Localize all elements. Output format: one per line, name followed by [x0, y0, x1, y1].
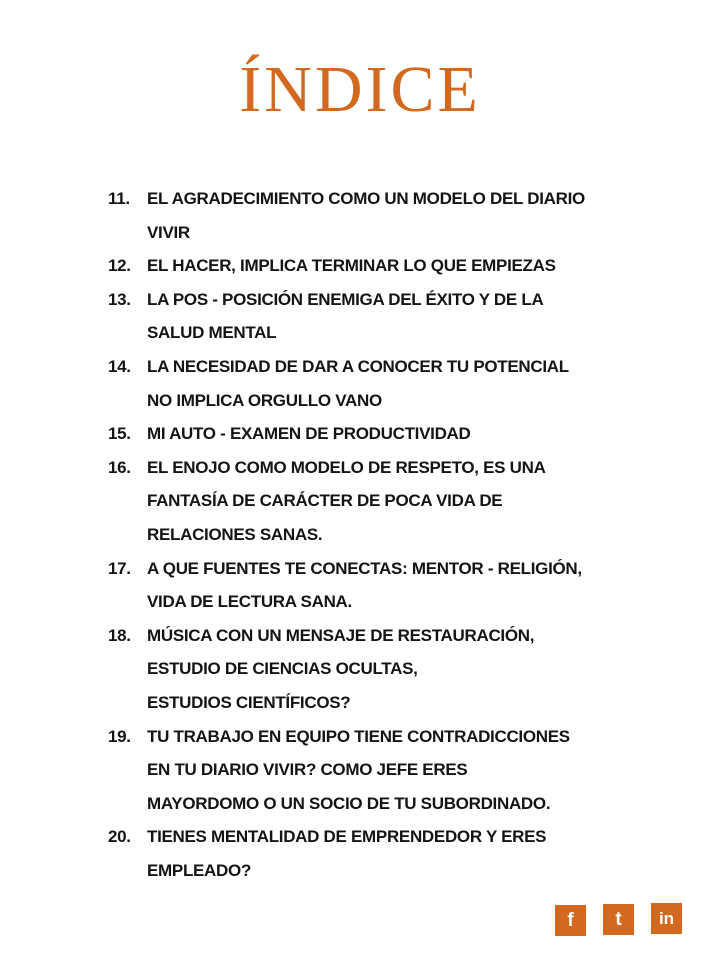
toc-number: 19. [108, 726, 131, 746]
toc-line: NO IMPLICA ORGULLO VANO [147, 390, 382, 410]
toc-line: VIVIR [147, 222, 190, 242]
toc-title [147, 619, 668, 720]
linkedin-icon[interactable]: in [651, 903, 682, 934]
toc-title [147, 350, 668, 417]
toc-number: 11. [108, 189, 130, 208]
toc-item-12 [108, 249, 668, 283]
facebook-icon[interactable]: f [555, 905, 586, 936]
toc-number: 16. [108, 457, 131, 477]
toc-line: RELACIONES SANAS. [147, 524, 323, 544]
toc-number: 14. [108, 356, 131, 376]
toc-title [147, 451, 668, 552]
toc-number: 12. [108, 256, 131, 276]
toc-line: EMPLEADO? [147, 860, 252, 880]
toc-line: MI AUTO - EXAMEN DE PRODUCTIVIDAD [147, 424, 471, 444]
page-title: ÍNDICE [239, 53, 481, 126]
toc-title [147, 552, 668, 619]
toc-item-15 [108, 417, 668, 451]
toc-item-11 [108, 182, 668, 249]
toc-line: ESTUDIO DE CIENCIAS OCULTAS, [147, 659, 418, 679]
toc-line: FANTASÍA DE CARÁCTER DE POCA VIDA DE [147, 491, 503, 511]
twitter-icon[interactable]: t [603, 904, 634, 935]
toc-line: SALUD MENTAL [147, 323, 277, 343]
toc-title [147, 417, 668, 451]
toc-line: MÚSICA CON UN MENSAJE DE RESTAURACIÓN, [147, 625, 535, 645]
toc-line: A QUE FUENTES TE CONECTAS: MENTOR - RELIGIÓN, [147, 558, 582, 578]
toc-item-17 [108, 552, 668, 619]
toc-item-14 [108, 350, 668, 417]
toc-line: EL HACER, IMPLICA TERMINAR LO QUE EMPIEZAS [147, 256, 556, 276]
toc-line: LA POS - POSICIÓN ENEMIGA DEL ÉXITO Y DE LA [147, 289, 544, 309]
toc-line: TIENES MENTALIDAD DE EMPRENDEDOR Y ERES [147, 827, 547, 847]
toc-item-19 [108, 720, 668, 821]
toc-number: 15. [108, 424, 131, 444]
toc-line: ESTUDIOS CIENTÍFICOS? [147, 692, 351, 712]
toc-title [147, 283, 668, 350]
toc-line: LA NECESIDAD DE DAR A CONOCER TU POTENCIAL [147, 356, 569, 376]
toc-item-20 [108, 820, 668, 887]
toc-line: VIDA DE LECTURA SANA. [147, 592, 352, 612]
toc-title [147, 182, 668, 249]
toc-line: EL ENOJO COMO MODELO DE RESPETO, ES UNA [147, 457, 546, 477]
toc-title [147, 249, 668, 283]
toc-number: 13. [108, 289, 131, 309]
toc-line: EN TU DIARIO VIVIR? COMO JEFE ERES [147, 760, 468, 780]
toc-item-13 [108, 283, 668, 350]
toc-item-16 [108, 451, 668, 552]
table-of-contents [108, 182, 668, 887]
toc-line: TU TRABAJO EN EQUIPO TIENE CONTRADICCIONES [147, 726, 570, 746]
toc-item-18 [108, 619, 668, 720]
toc-line: EL AGRADECIMIENTO COMO UN MODELO DEL DIARIO [147, 189, 585, 208]
toc-line: MAYORDOMO O UN SOCIO DE TU SUBORDINADO. [147, 793, 551, 813]
toc-title [147, 820, 668, 887]
toc-number: 20. [108, 827, 131, 847]
toc-title [147, 720, 668, 821]
toc-number: 18. [108, 625, 131, 645]
toc-number: 17. [108, 558, 131, 578]
